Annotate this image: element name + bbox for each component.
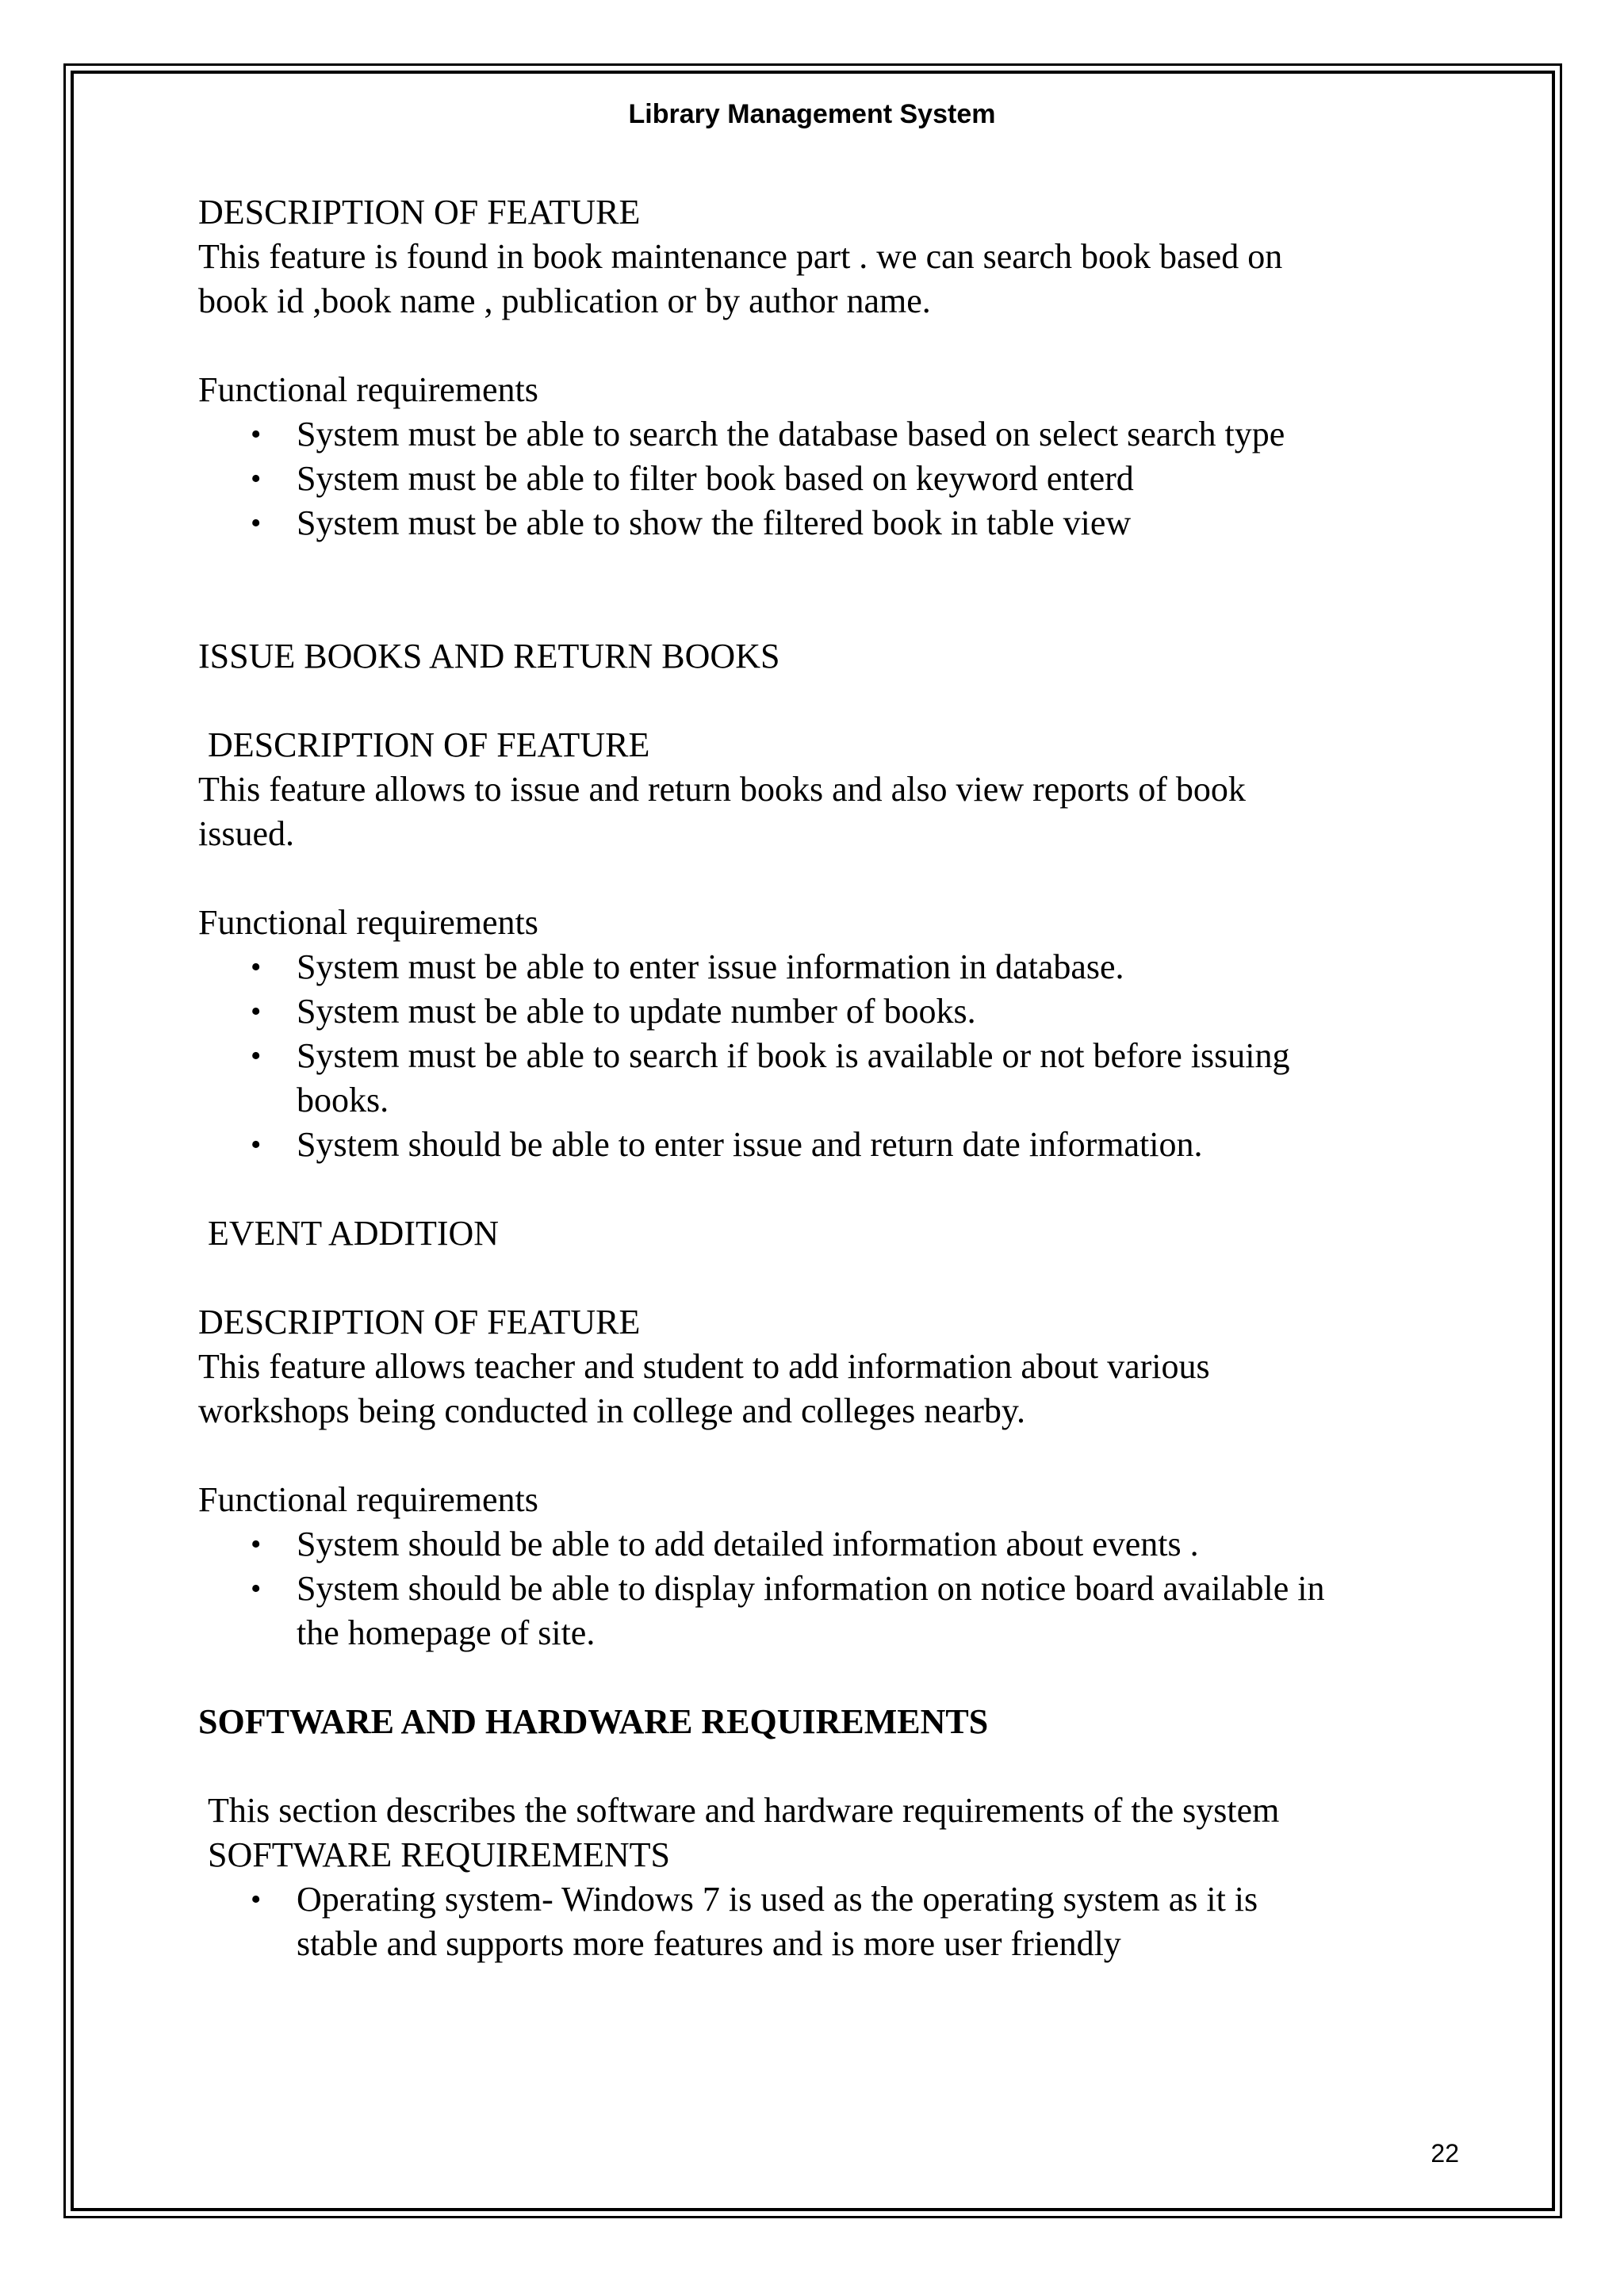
- list-item: • System must be able to filter book based on keyword enterd: [198, 457, 1443, 501]
- page-content: [198, 190, 1443, 1966]
- list-item-continuation: the homepage of site.: [297, 1613, 596, 1652]
- section4-subheading: SOFTWARE REQUIREMENTS: [208, 1835, 671, 1874]
- bullet-icon: •: [251, 995, 262, 1028]
- list-item: • Operating system- Windows 7 is used as the operating system as it is: [198, 1877, 1443, 1922]
- list-item-continuation: stable and supports more features and is more user friendly: [297, 1924, 1121, 1963]
- bullet-icon: •: [251, 1128, 262, 1161]
- section3-title: EVENT ADDITION: [208, 1214, 500, 1253]
- section1-text-line1: This feature is found in book maintenance part . we can search book based on: [198, 237, 1283, 276]
- section3-text-line2: workshops being conducted in college and colleges nearby.: [198, 1391, 1026, 1430]
- list-item: • System must be able to enter issue information in database.: [198, 945, 1443, 989]
- bullet-icon: •: [251, 507, 262, 540]
- list-item: • System must be able to search the database based on select search type: [198, 412, 1443, 457]
- bullet-icon: •: [251, 1528, 262, 1561]
- bullet-icon: •: [251, 951, 262, 984]
- list-item: • System should be able to add detailed information about events .: [198, 1522, 1443, 1567]
- bullet-icon: •: [251, 1883, 262, 1916]
- page-header: Library Management System: [628, 99, 996, 129]
- section3-text-line1: This feature allows teacher and student to add information about various: [198, 1347, 1210, 1386]
- section2-text-line2: issued.: [198, 814, 294, 853]
- section1-bullet-list: [198, 412, 1443, 545]
- section2-functional-heading: Functional requirements: [198, 903, 538, 942]
- bullet-icon: •: [251, 418, 262, 451]
- section4-text: This section describes the software and hardware requirements of the system: [208, 1791, 1280, 1830]
- bullet-icon: •: [251, 1039, 262, 1073]
- bullet-icon: •: [251, 1572, 262, 1605]
- list-item: • System should be able to display information on notice board available in: [198, 1567, 1443, 1611]
- list-item: • System should be able to enter issue and return date information.: [198, 1123, 1443, 1167]
- section2-text-line1: This feature allows to issue and return books and also view reports of book: [198, 770, 1246, 809]
- bullet-icon: •: [251, 462, 262, 496]
- list-item: • System must be able to update number of books.: [198, 989, 1443, 1034]
- list-item: • System must be able to search if book is available or not before issuing: [198, 1034, 1443, 1078]
- list-item-continuation: books.: [297, 1081, 389, 1119]
- section1-heading: DESCRIPTION OF FEATURE: [198, 193, 641, 232]
- section1-functional-heading: Functional requirements: [198, 370, 538, 409]
- page-number: 22: [1431, 2139, 1459, 2168]
- list-item: • System must be able to show the filtered book in table view: [198, 501, 1443, 545]
- section3-bullet-list: [198, 1522, 1443, 1655]
- section4-title: SOFTWARE AND HARDWARE REQUIREMENTS: [198, 1702, 989, 1741]
- section3-functional-heading: Functional requirements: [198, 1480, 538, 1519]
- section2-title: ISSUE BOOKS AND RETURN BOOKS: [198, 637, 780, 675]
- section2-heading: DESCRIPTION OF FEATURE: [208, 725, 650, 764]
- section4-bullet-list: [198, 1877, 1443, 1966]
- section3-heading: DESCRIPTION OF FEATURE: [198, 1303, 641, 1341]
- section1-text-line2: book id ,book name , publication or by author name.: [198, 281, 931, 320]
- section2-bullet-list: [198, 945, 1443, 1167]
